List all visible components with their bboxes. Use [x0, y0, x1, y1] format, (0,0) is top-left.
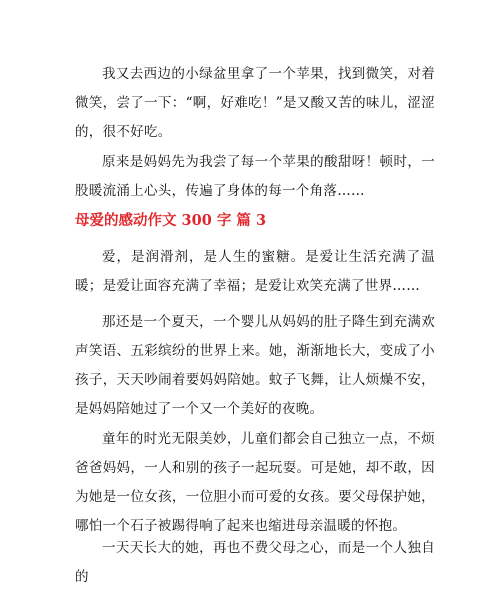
paragraph-love-lubricant: 爱，是润滑剂，是人生的蜜糖。是爱让生活充满了温暖；是爱让面容充满了幸福；是爱让欢笑充满了世界…… — [75, 249, 435, 294]
paragraph-growing-up: 一天天长大的她，再也不费父母之心，而是一个人独自的 — [75, 540, 435, 585]
paragraph-tasting-apple: 我又去西边的小绿盆里拿了一个苹果，找到微笑，对着微笑，尝了一下：“啊，好难吃！”是又酸又苦的味儿，涩涩的，很不好吃。 — [75, 66, 435, 140]
paragraph-mother-tasted: 原来是妈妈先为我尝了每一个苹果的酸甜呀！顿时，一股暖流涌上心头，传遍了身体的每一个角落…… — [75, 154, 435, 199]
paragraph-childhood: 童年的时光无限美妙，儿童们都会自己独立一点，不烦爸爸妈妈，一人和别的孩子一起玩耍。可是她，却不敢，因为她是一位女孩，一位胆小而可爱的女孩。要父母保护她，哪怕一个石子被踢得响了起来也缩进母亲温暖的怀抱。 — [75, 431, 435, 534]
paragraph-summer-baby: 那还是一个夏天，一个婴儿从妈妈的肚子降生到充满欢声笑语、五彩缤纷的世界上来。她，渐渐地长大，变成了小孩子，天天吵闹着要妈妈陪她。蚊子飞舞，让人烦燥不安，是妈妈陪她过了一个又一个美好的夜晚。 — [75, 314, 435, 417]
section-heading: 母爱的感动作文 300 字 篇 3 — [75, 212, 267, 229]
